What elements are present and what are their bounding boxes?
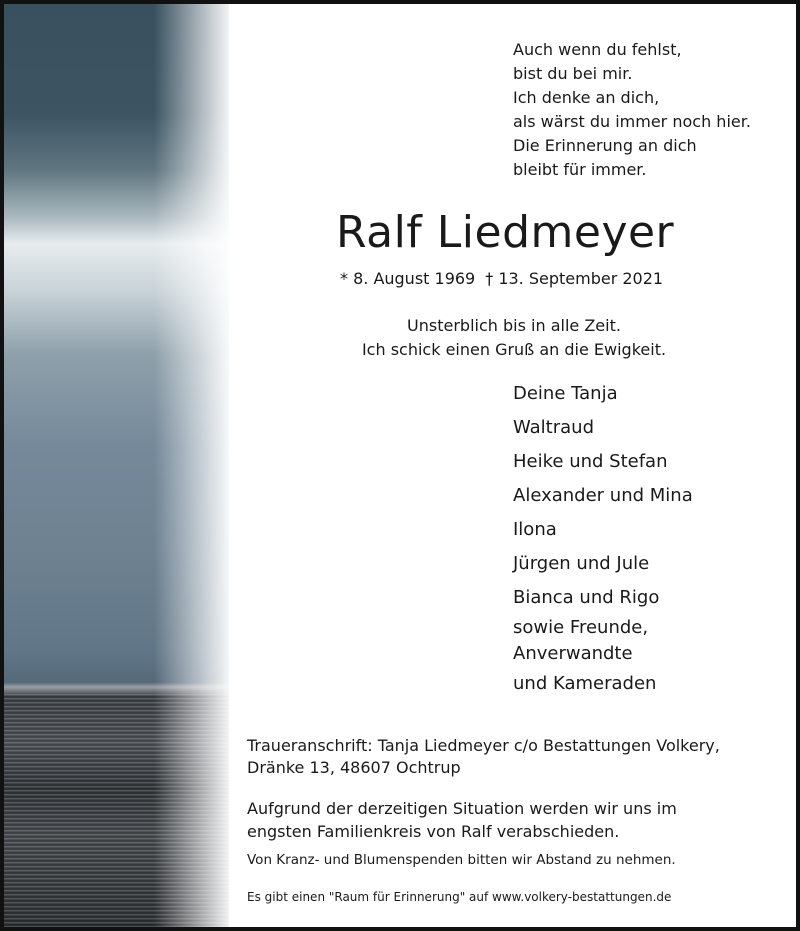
mourning-address: [247, 735, 720, 779]
mourners-list: [513, 377, 693, 701]
birth-date: * 8. August 1969: [340, 269, 476, 288]
death-date: † 13. September 2021: [485, 269, 664, 288]
address-line: Traueranschrift: Tanja Liedmeyer c/o Bestattungen Volkery,: [247, 736, 720, 755]
mourner: und Kameraden: [513, 673, 657, 694]
memorial-website-note: Es gibt einen "Raum für Erinnerung" auf www.volkery-bestattungen.de: [247, 890, 672, 904]
quote-line: Ich schick einen Gruß an die Ewigkeit.: [361, 340, 667, 359]
poem-line: bist du bei mir.: [513, 64, 633, 83]
mourner: Jürgen und Jule: [513, 553, 650, 574]
poem-line: Ich denke an dich,: [513, 88, 660, 107]
farewell-notice: [247, 797, 747, 843]
poem: [513, 38, 751, 182]
poem-line: Auch wenn du fehlst,: [513, 40, 682, 59]
deceased-name: Ralf Liedmeyer: [336, 207, 675, 258]
mourner: Ilona: [513, 519, 557, 540]
address-line: Dränke 13, 48607 Ochtrup: [247, 758, 461, 777]
mourner: Alexander und Mina: [513, 485, 693, 506]
poem-line: Die Erinnerung an dich: [513, 136, 697, 155]
poem-line: bleibt für immer.: [513, 160, 647, 179]
mourner: Anverwandte: [513, 643, 633, 664]
photo-fade-edge: [154, 4, 234, 927]
notice-line: engsten Familienkreis von Ralf verabschieden.: [247, 822, 620, 841]
mourner: Bianca und Rigo: [513, 587, 660, 608]
mourner: Waltraud: [513, 417, 594, 438]
poem-line: als wärst du immer noch hier.: [513, 112, 751, 131]
notice-line: Aufgrund der derzeitigen Situation werden wir uns im: [247, 799, 677, 818]
mourner: Deine Tanja: [513, 383, 618, 404]
life-dates: [340, 269, 663, 288]
quote-line: Unsterblich bis in alle Zeit.: [407, 316, 621, 335]
memorial-quote: [304, 314, 724, 362]
mourner: Heike und Stefan: [513, 451, 668, 472]
mourner: sowie Freunde,: [513, 617, 649, 638]
flowers-notice: Von Kranz- und Blumenspenden bitten wir Abstand zu nehmen.: [247, 852, 676, 868]
